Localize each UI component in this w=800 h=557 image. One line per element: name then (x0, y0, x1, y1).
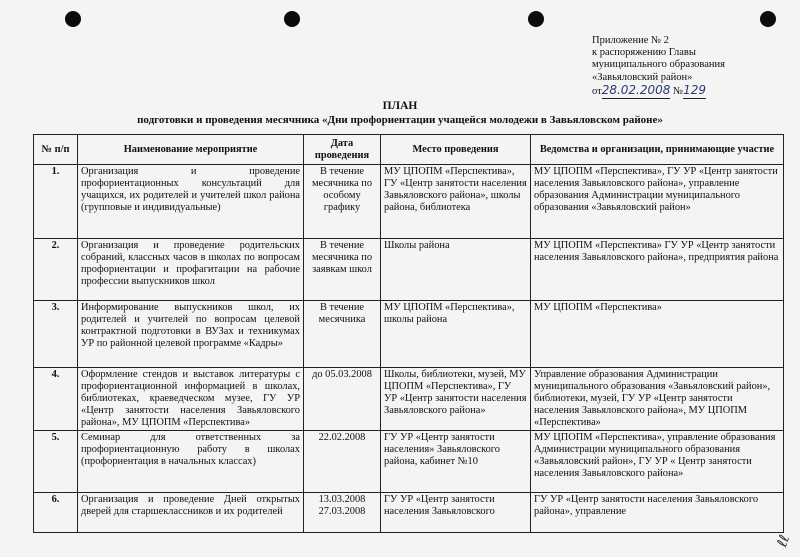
table-row (34, 431, 784, 493)
appendix-date-line (592, 84, 725, 99)
row-orgs: ГУ УР «Центр занятости населения Завьяловского района», управление (531, 493, 784, 533)
row-event: Организация и проведение профориентационных консультаций для учащихся, их родителей и учителей школ района (групповые и индивидуальные) (78, 165, 304, 239)
appendix-entity: муниципального образования (592, 59, 725, 71)
document-title: ПЛАН (382, 100, 418, 112)
number-prefix: № (673, 85, 684, 97)
row-event: Организация и проведение Дней открытых дверей для старшеклассников и их родителей (78, 493, 304, 533)
table-row (34, 239, 784, 301)
row-date: В течение месячника по заявкам школ (304, 239, 381, 301)
punch-hole (65, 11, 81, 27)
header-place: Место проведения (381, 135, 531, 165)
row-place: Школы района (381, 239, 531, 301)
handwritten-date: 28.02.2008 (601, 82, 671, 97)
row-num: 4. (34, 368, 78, 431)
row-place: Школы, библиотеки, музей, МУ ЦПОПМ «Перспектива», ГУ УР «Центр занятости населения Завьяловского района» (381, 368, 531, 431)
table-row (34, 301, 784, 368)
punch-hole (528, 11, 544, 27)
punch-hole (284, 11, 300, 27)
punch-hole (760, 11, 776, 27)
table-header-row (34, 135, 784, 165)
header-num: № п/п (34, 135, 78, 165)
appendix-title: Приложение № 2 (592, 35, 669, 46)
row-place: ГУ УР «Центр занятости населения Завьяловского (381, 493, 531, 533)
row-event: Информирование выпускников школ, их родителей и учителей по вопросам целевой контрактной подготовки в ВУЗах и техникумах УР по районной целевой программе «Кадры» (78, 301, 304, 368)
table-row (34, 368, 784, 431)
row-date: 22.02.2008 (304, 431, 381, 493)
header-orgs: Ведомства и организации, принимающие участие (531, 135, 784, 165)
appendix-order: к распоряжению Главы (592, 47, 696, 59)
handwritten-initials: ℓℓ (774, 532, 794, 550)
row-num: 5. (34, 431, 78, 493)
row-orgs: МУ ЦПОПМ «Перспектива» (531, 301, 784, 368)
row-event: Организация и проведение родительских собраний, классных часов в школах по вопросам профориентации и профагитации на рабочие профессии выпускников школ (78, 239, 304, 301)
row-num: 2. (34, 239, 78, 301)
table-row (34, 165, 784, 239)
row-date: до 05.03.2008 (304, 368, 381, 431)
row-date: 13.03.2008 27.03.2008 (304, 493, 381, 533)
row-place: МУ ЦПОПМ «Перспектива», школы района (381, 301, 531, 368)
row-date: В течение месячника по особому графику (304, 165, 381, 239)
row-place: ГУ УР «Центр занятости населения» Завьяловского района, кабинет №10 (381, 431, 531, 493)
row-orgs: МУ ЦПОПМ «Перспектива», ГУ УР «Центр занятости населения Завьяловского района», управление образования Администрации муниципального образования «Завьяловский район» (531, 165, 784, 239)
row-num: 6. (34, 493, 78, 533)
table-row (34, 493, 784, 533)
row-orgs: МУ ЦПОПМ «Перспектива», управление образования Администрации муниципального образования «Завьяловский район», ГУ УР « Центр занятости населения Завьяловского района» (531, 431, 784, 493)
row-event: Оформление стендов и выставок литературы с профориентационной информацией в школах, библиотеках, краеведческом музее, ГУ УР «Центр занятости населения Завьяловского района», МУ ЦПОПМ «Перспектива» (78, 368, 304, 431)
plan-table (33, 134, 784, 533)
header-date: Дата проведения (304, 135, 381, 165)
handwritten-number: 129 (683, 82, 706, 97)
appendix-district: «Завьяловский район» (592, 71, 693, 83)
row-place: МУ ЦПОПМ «Перспектива», ГУ «Центр занятости населения Завьяловского района», школы района, библиотека (381, 165, 531, 239)
row-orgs: МУ ЦПОПМ «Перспектива» ГУ УР «Центр занятости населения Завьяловского района», предприятия района (531, 239, 784, 301)
row-num: 3. (34, 301, 78, 368)
row-num: 1. (34, 165, 78, 239)
appendix-block (592, 35, 725, 99)
row-event: Семинар для ответственных за профориентационную работу в школах (профориентация в начальных классах) (78, 431, 304, 493)
row-date: В течение месячника (304, 301, 381, 368)
from-prefix: от (592, 85, 602, 97)
document-subtitle: подготовки и проведения месячника «Дни профориентации учащейся молодежи в Завьяловском районе» (137, 114, 663, 126)
header-event: Наименование мероприятие (78, 135, 304, 165)
row-orgs: Управление образования Администрации муниципального образования «Завьяловский район», библиотеки, музей, ГУ УР «Центр занятости населения Завьяловского района», МУ ЦПОПМ «Перспектива» (531, 368, 784, 431)
